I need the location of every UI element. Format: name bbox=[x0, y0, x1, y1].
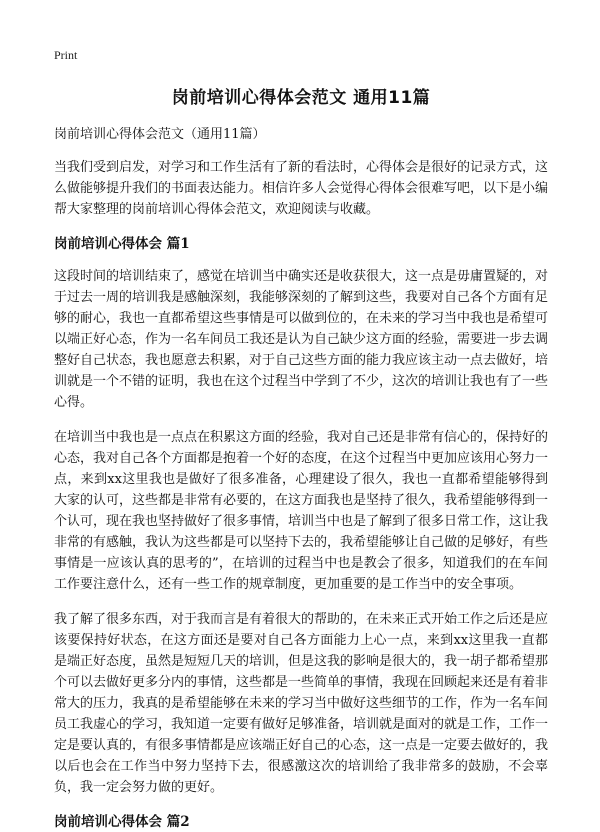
section-paragraph: 在培训当中我也是一点点在积累这方面的经验，我对自己还是非常有信心的，保持好的心态，我对自己各个方面都是抱着一个好的态度，在这个过程当中更加应该用心努力一点，来到xx这里我也是做好了很多准备，心理建设了很久，我也一直都希望能够得到大家的认可，这些都是非常有必要的，在这方面我也是坚持了很久，我希望能够得到一个认可，现在我也坚持做好了很多事情，培训当中也是了解到了很多日常工作，这让我非常的有感触，我认为这些都是可以坚持下去的，我希望能够让自己做的足够好，有些事情是一应该认真的思考的”，在培训的过程当中也是教会了很多，知道我们的在车间工作要注意什么，还有一些工作的规章制度，更加重要的是工作当中的安全事项。 bbox=[54, 430, 549, 592]
section-heading: 岗前培训心得体会 篇2 bbox=[54, 814, 190, 830]
section-heading: 岗前培训心得体会 篇1 bbox=[54, 236, 190, 252]
print-link[interactable]: Print bbox=[54, 48, 78, 62]
page-title: 岗前培训心得体会范文 通用11篇 bbox=[171, 88, 431, 108]
section-paragraph: 这段时间的培训结束了，感觉在培训当中确实还是收获很大，这一点是毋庸置疑的，对于过去一周的培训我是感触深刻，我能够深刻的了解到这些，我要对自己各个方面有足够的耐心，我也一直都希望这些事情是可以做到位的，在未来的学习当中我也是希望可以端正好心态，作为一名车间员工我还是认为自己缺少这方面的经验，需要进一步去调整好自己状态，我也愿意去积累，对于自己这些方面的能力我应该主动一点去做好，培训就是一个不错的证明，我也在这个过程当中学到了不少，这次的培训让我也有了一些心得。 bbox=[54, 269, 549, 410]
document-subtitle: 岗前培训心得体会范文（通用11篇） bbox=[54, 127, 266, 142]
intro-paragraph: 当我们受到启发，对学习和工作生活有了新的看法时，心得体会是很好的记录方式，这么做能够提升我们的书面表达能力。相信许多人会觉得心得体会很难写吧，以下是小编帮大家整理的岗前培训心得体会范文，欢迎阅读与收藏。 bbox=[54, 160, 549, 217]
section-paragraph: 我了解了很多东西，对于我而言是有着很大的帮助的，在未来正式开始工作之后还是应该要保持好状态，在这方面还是要对自己各方面能力上心一点，来到xx这里我一直都是端正好态度，虽然是短短几天的培训，但是这我的影响是很大的，我一胡子都希望那个可以去做好更多分内的事情，这些都是一些简单的事情，我现在回顾起来还是有着非常大的压力，我真的是希望能够在未来的学习当中做好这些细节的工作，作为一名车间员工我虚心的学习，我知道一定要有做好足够准备，培训就是面对的就是工作，工作一定是要认真的，有很多事情都是应该端正好自己的心态，这一点是一定要去做好的，我以后也会在工作当中努力坚持下去，很感激这次的培训给了我非常多的鼓励，不会辜负，我一定会努力做的更好。 bbox=[54, 612, 549, 795]
